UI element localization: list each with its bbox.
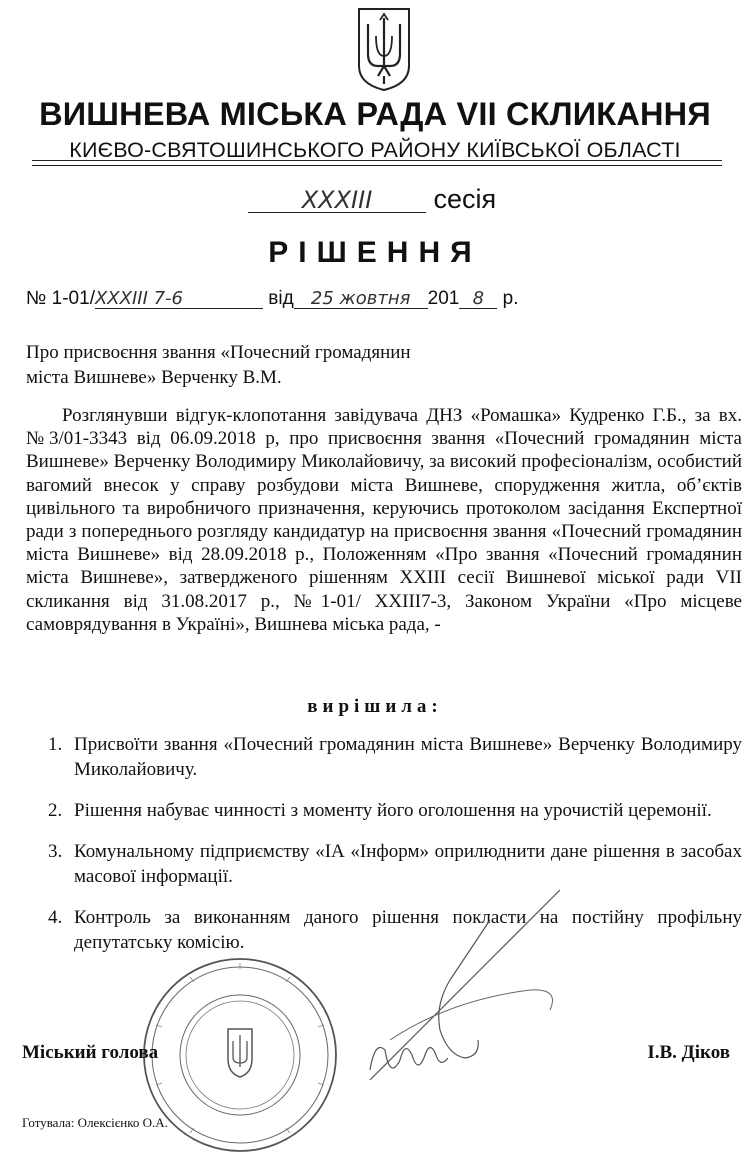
- reference-number-prefix: № 1-01/: [26, 288, 95, 309]
- decision-item: [48, 732, 742, 782]
- reference-date: 25 жовтня: [294, 290, 428, 309]
- header-divider: [32, 160, 722, 161]
- signatory-name: І.В. Діков: [647, 1042, 730, 1063]
- session-number: XXXIII: [248, 188, 426, 213]
- reference-number: XXXIII 7-6: [95, 290, 263, 309]
- reference-line: [26, 288, 519, 310]
- item-text: Рішення набуває чинності з моменту його оголошення на урочистій церемонії.: [74, 800, 712, 821]
- session-label: сесія: [433, 184, 497, 214]
- item-text: Комунальному підприємству «ІА «Інформ» оприлюднити дане рішення в засобах масової інформації.: [74, 841, 742, 887]
- trident-coat-of-arms-icon: [356, 6, 412, 92]
- council-subtitle: КИЄВО-СВЯТОШИНСЬКОГО РАЙОНУ КИЇВСЬКОЇ ОБЛАСТІ: [69, 138, 681, 162]
- handwritten-signature-icon: [330, 880, 570, 1110]
- item-number: 4.: [48, 907, 63, 928]
- session-line: [248, 184, 496, 215]
- decision-subject: [26, 340, 546, 390]
- preamble-paragraph: Розглянувши відгук-клопотання завідувача ДНЗ «Ромашка» Кудренко Г.Б., за вх. №3/01-3343 від 06.09.2018 р, про присвоєння звання «Почесний громадянин міста Вишневе» Верченку Володимиру Миколайовичу, за високий професіоналізм, особистий вагомий внесок у справу розбудови міста Вишневе, спорудження житла, об’єктів цивільного та виробничого призначення, керуючись протоколом засідання Експертної ради з попереднього розгляду кандидатур на присвоєння звання «Почесний громадянин міста Вишневе» від 28.09.2018 р., Положенням «Про звання «Почесний громадянин міста Вишневе», затвердженого рішенням XXIII сесії Вишневої міської ради VII скликання від 31.08.2017 р., №1-01/ XXIII7-3, Законом України «Про місцеве самоврядування в Україні», Вишнева міська рада, -: [26, 405, 742, 635]
- reference-year-suffix: р.: [502, 288, 519, 309]
- council-title: ВИШНЕВА МІСЬКА РАДА VII СКЛИКАННЯ: [39, 96, 711, 132]
- reference-year-digit: 8: [459, 290, 497, 309]
- item-number: 3.: [48, 841, 63, 862]
- item-text: Присвоїти звання «Почесний громадянин міста Вишневе» Верченку Володимиру Миколайовичу.: [74, 734, 742, 780]
- reference-date-label: від: [268, 288, 294, 309]
- header-divider-thin: [32, 165, 722, 166]
- resolved-label: вирішила:: [307, 696, 443, 717]
- round-official-seal-icon: [140, 955, 340, 1155]
- item-text: Контроль за виконанням даного рішення покласти на постійну профільну депутатську комісію.: [74, 907, 742, 953]
- item-number: 2.: [48, 800, 63, 821]
- decision-item: [48, 798, 742, 823]
- reference-year-prefix: 201: [427, 288, 460, 309]
- prepared-by: Готувала: Олексієнко О.А.: [22, 1115, 168, 1130]
- decision-heading: РІШЕННЯ: [268, 236, 482, 269]
- subject-line-2: міста Вишневе» Верченку В.М.: [26, 367, 282, 388]
- subject-line-1: Про присвоєння звання «Почесний громадянин: [26, 342, 411, 363]
- item-number: 1.: [48, 734, 63, 755]
- signatory-role: Міський голова: [22, 1042, 159, 1063]
